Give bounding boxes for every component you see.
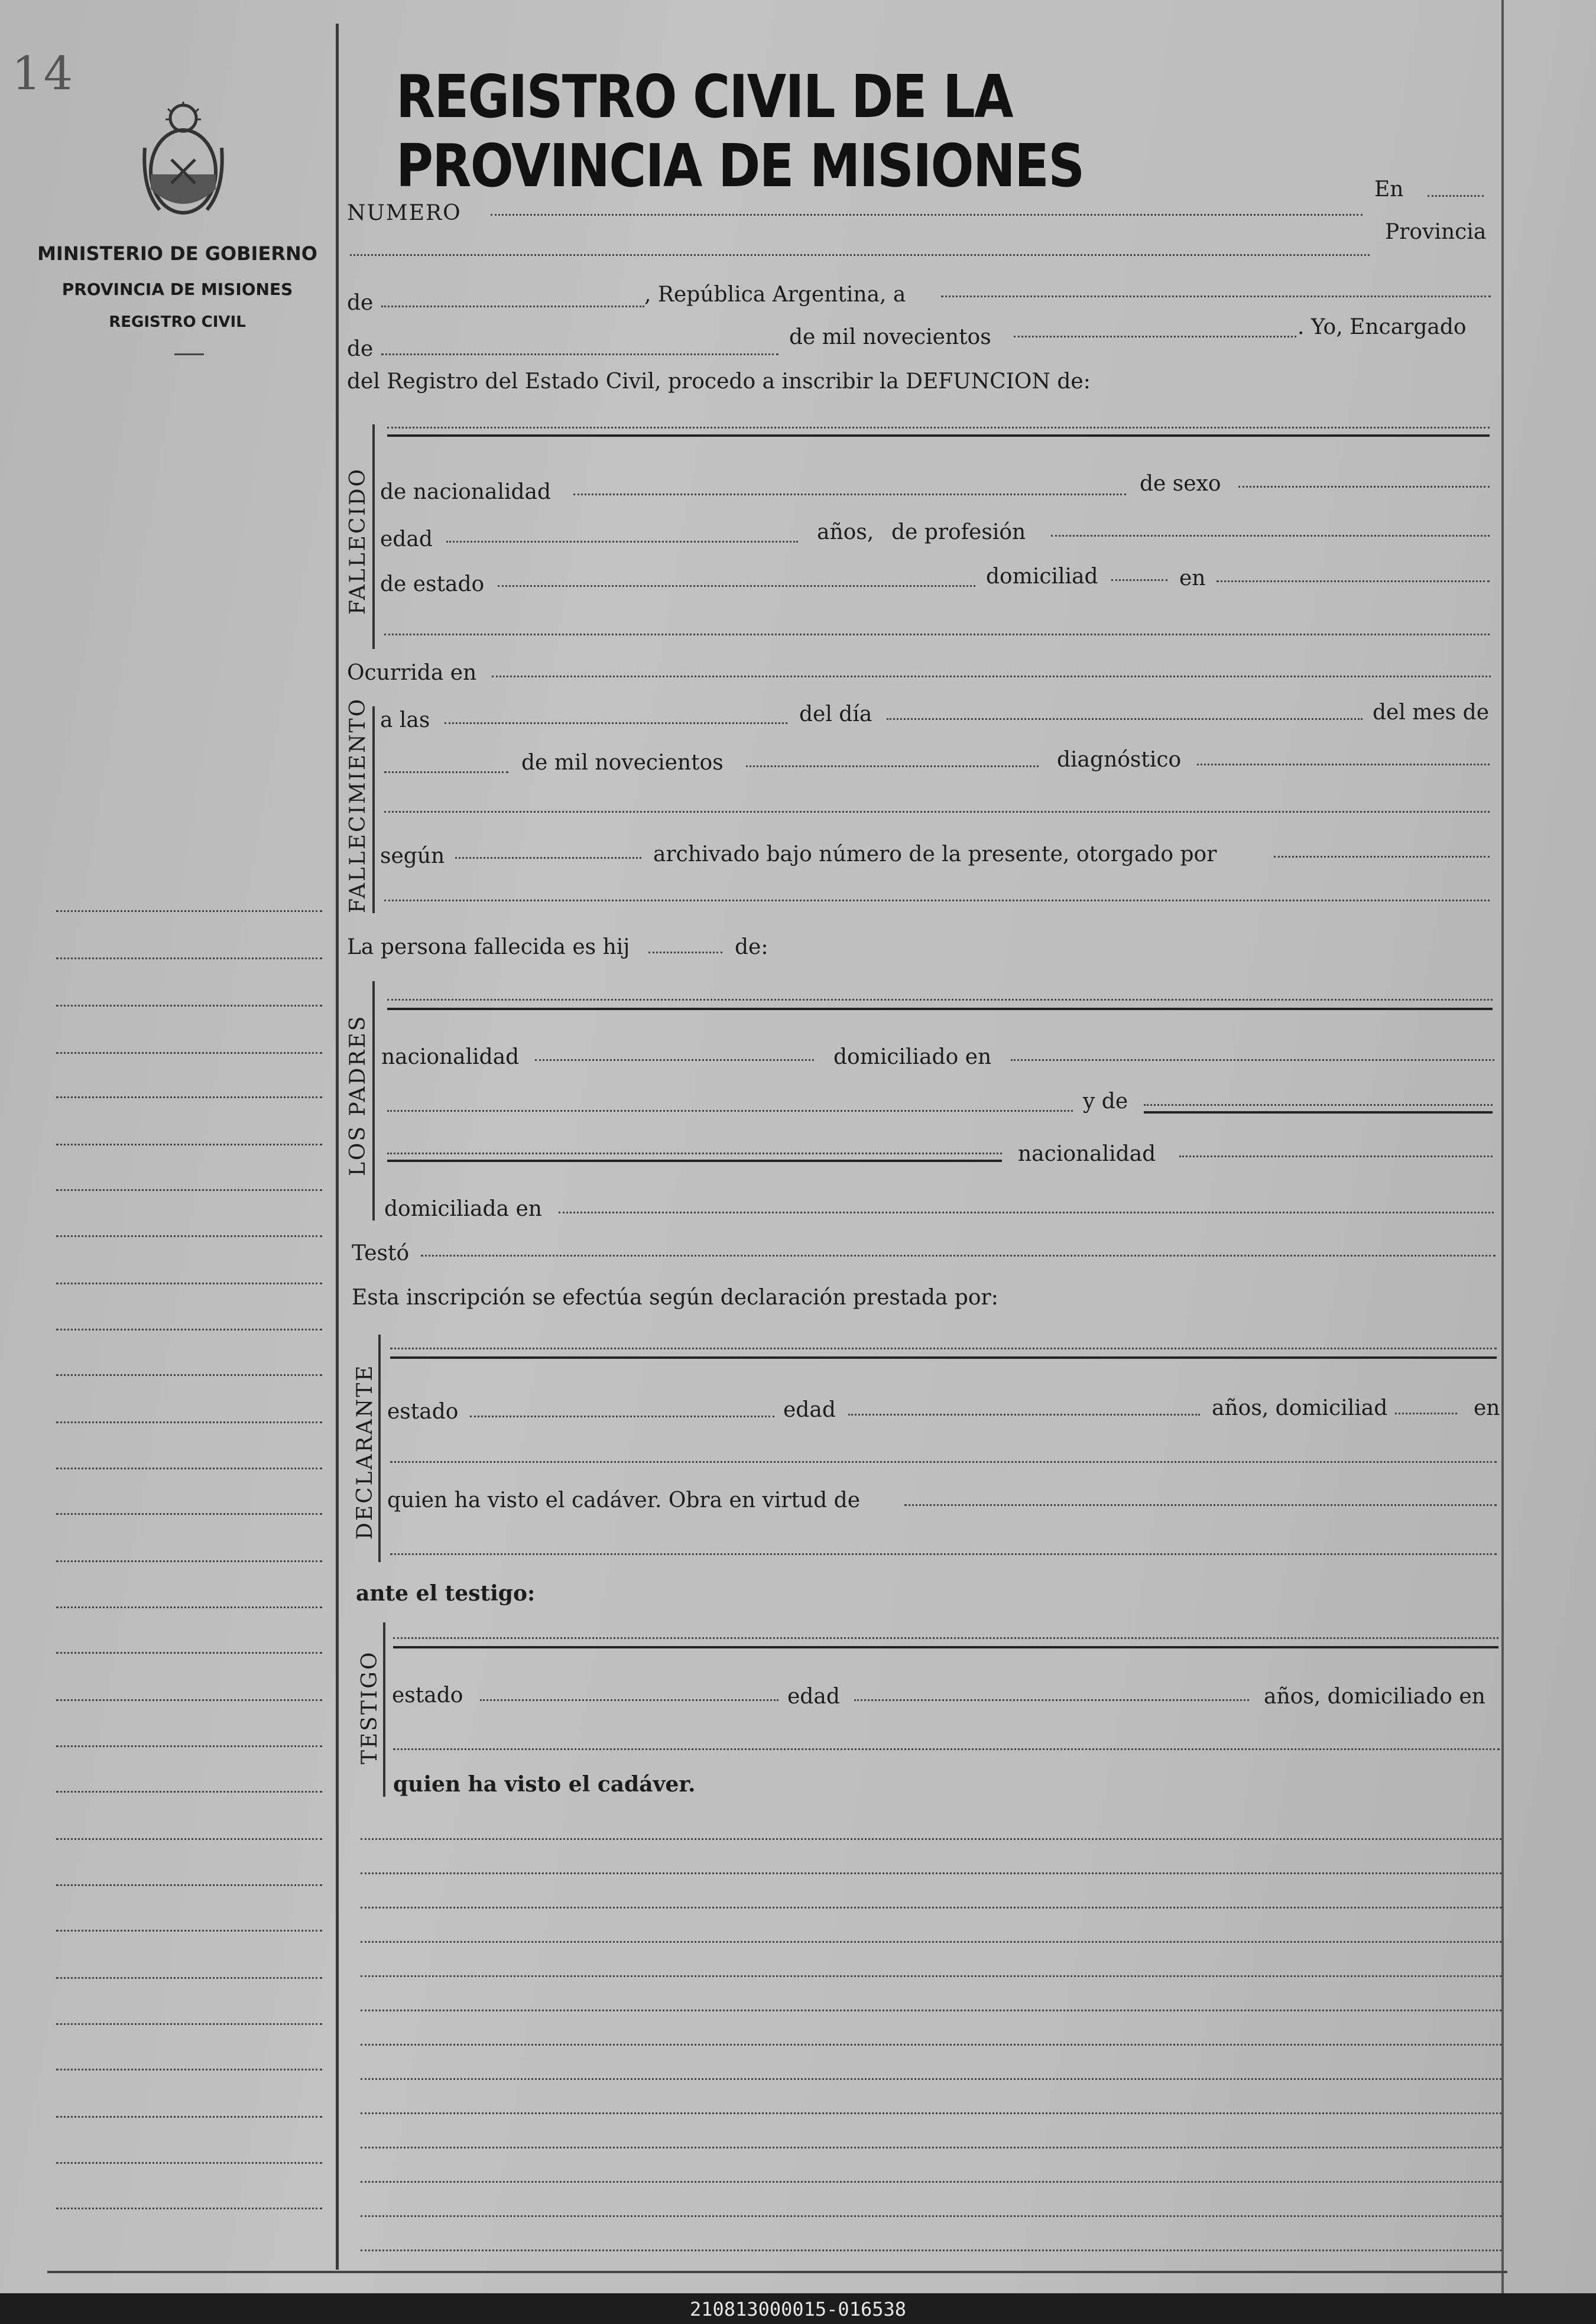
label-estado: estado [387,1400,459,1424]
margin-note-line [56,1096,322,1098]
margin-note-line [56,1329,322,1330]
label-republica: , República Argentina, a [644,283,906,307]
label-a-las: a las [380,708,430,732]
note-line[interactable] [361,1872,1501,1874]
label-testo: Testó [352,1241,410,1265]
section-label-testigo: TESTIGO [358,1650,382,1764]
margin-note-line [56,1652,322,1654]
field-declarante-dotted[interactable] [390,1348,1497,1349]
margin-note-line [56,1005,322,1007]
field-otorgado-line2[interactable] [384,900,1490,901]
label-domiciliado-en: domiciliado en [833,1045,992,1069]
scan-footer [0,2293,1596,2324]
label-sexo: de sexo [1140,472,1221,496]
field-numero[interactable] [491,214,1363,216]
margin-note-line [56,2116,322,2118]
field-diagnostico[interactable] [1197,764,1490,765]
label-ocurrida: Ocurrida en [347,661,477,685]
note-line[interactable] [361,2044,1501,2046]
note-line[interactable] [361,1941,1501,1943]
section-label-fallecido: FALLECIDO [346,467,370,615]
margin-note-line [56,1560,322,1562]
label-del-dia: del día [799,702,872,726]
label-yo-encargado: . Yo, Encargado [1297,315,1467,339]
field-obra-line2[interactable] [390,1553,1497,1555]
coat-of-arms-icon [142,100,225,225]
field-year[interactable] [1014,336,1296,337]
section-bracket [372,981,375,1221]
section-bracket [378,1335,381,1562]
section-bracket [383,1622,385,1797]
field-de[interactable] [381,306,644,307]
field-testigo[interactable] [393,1646,1498,1648]
label-en: En [1374,177,1404,202]
field-numero-line2[interactable] [350,254,1370,256]
margin-note-line [56,1699,322,1701]
label-registro: del Registro del Estado Civil, procedo a inscribir la DEFUNCION de: [347,369,1091,394]
section-bracket [372,706,375,913]
margin-note-line [56,1745,322,1747]
page-title: REGISTRO CIVIL DE LA PROVINCIA DE MISIONES [396,62,1084,200]
label-archivado: archivado bajo número de la presente, otorgado por [653,842,1217,866]
label-domiciliada-en: domiciliada en [384,1197,542,1221]
field-domiciliad-suffix[interactable] [1111,579,1167,581]
label-edad: edad [380,527,433,551]
label-y-de: y de [1083,1089,1128,1114]
note-line[interactable] [361,2250,1501,2251]
margin-note-line [56,1189,322,1191]
label-inscripcion: Esta inscripción se efectúa según declaración prestada por: [352,1286,998,1310]
note-line[interactable] [361,2181,1501,2183]
label-en: en [1179,566,1206,590]
label-mil-novecientos: de mil novecientos [521,751,724,775]
field-ocurrida[interactable] [492,676,1491,677]
label-nacionalidad: de nacionalidad [380,480,552,504]
field-padre[interactable] [387,1008,1493,1010]
margin-note-line [56,2023,322,2025]
margin-note-line [56,1606,322,1608]
margin-note-line [56,1374,322,1376]
label-ante-testigo: ante el testigo: [356,1581,536,1606]
section-bracket [372,424,375,649]
divider [174,353,204,355]
field-declarante[interactable] [390,1356,1497,1359]
margin-note-line [56,2069,322,2070]
field-sexo[interactable] [1238,486,1490,488]
label-estado: estado [392,1683,463,1708]
label-cadaver-testigo: quien ha visto el cadáver. [393,1772,696,1797]
note-line[interactable] [361,1838,1501,1840]
field-year[interactable] [746,765,1039,767]
field-estado-testigo[interactable] [480,1699,778,1701]
field-en[interactable] [1428,195,1484,197]
label-en: en [1474,1396,1500,1420]
field-profesion[interactable] [1051,535,1490,537]
field-a[interactable] [941,296,1491,297]
margin-note-line [56,957,322,959]
margin-note-line [56,1930,322,1932]
margin-note-line [56,1283,322,1284]
field-obra-en-virtud[interactable] [904,1504,1497,1506]
label-de: de [347,291,374,315]
label-profesion: de profesión [891,520,1026,544]
field-diagnostico-line2[interactable] [384,811,1490,813]
label-estado: de estado [380,572,485,596]
field-domicilio-madre[interactable] [559,1212,1494,1213]
margin-note-line [56,1977,322,1979]
note-line[interactable] [361,1975,1501,1977]
margin-note-line [56,1235,322,1237]
margin-note-line [56,2162,322,2164]
margin-note-line [56,1884,322,1886]
field-domicilio-declarante[interactable] [390,1461,1497,1463]
margin-note-line [56,1838,322,1840]
field-nacionalidad-padre[interactable] [535,1059,814,1061]
label-nacionalidad: nacionalidad [381,1045,520,1069]
field-domicilio-line2[interactable] [384,634,1490,635]
margin-note-line [56,1052,322,1054]
label-anos: años, [817,520,874,544]
field-domicilio-testigo[interactable] [393,1748,1500,1750]
margin-note-line [56,910,322,912]
page-edge [1501,0,1504,2293]
field-nacionalidad-madre[interactable] [1179,1155,1493,1157]
margin-note-line [56,2208,322,2209]
ministry-name: MINISTERIO DE GOBIERNO [37,242,317,265]
label-mil-novecientos: de mil novecientos [789,325,991,349]
field-madre-dotted[interactable] [1144,1104,1493,1106]
bottom-border [47,2271,1507,2273]
section-label-padres: LOS PADRES [346,1014,370,1176]
label-diagnostico: diagnóstico [1057,748,1182,772]
field-madre-line2[interactable] [387,1160,1002,1162]
field-hij-suffix[interactable] [648,952,722,953]
note-line[interactable] [361,1907,1501,1908]
province-name: PROVINCIA DE MISIONES [61,280,293,299]
label-domiciliad: domiciliad [986,564,1098,589]
note-line[interactable] [361,2078,1501,2080]
label-numero: NUMERO [347,201,462,225]
note-line[interactable] [361,2010,1501,2011]
label-nacionalidad-madre: nacionalidad [1018,1142,1156,1166]
field-testigo-dotted[interactable] [393,1637,1498,1639]
label-edad: edad [787,1684,840,1709]
section-label-declarante: DECLARANTE [353,1364,377,1540]
field-padre-dotted[interactable] [387,999,1493,1001]
field-segun[interactable] [455,857,641,859]
label-de-2: de [347,337,374,361]
field-domicilio[interactable] [1217,580,1490,582]
field-domicilio-padre-line2[interactable] [387,1110,1073,1112]
field-domiciliad-suffix[interactable] [1395,1413,1457,1414]
office-name: REGISTRO CIVIL [109,313,246,331]
note-line[interactable] [361,2147,1501,2148]
field-testo[interactable] [421,1255,1496,1257]
margin-note-line [56,1144,322,1145]
label-segun: según [380,844,445,868]
margin-note-line [56,1421,322,1423]
label-anos-domiciliado: años, domiciliado en [1264,1684,1485,1709]
field-otorgado-por[interactable] [1274,856,1490,858]
field-nacionalidad[interactable] [573,494,1126,495]
margin-divider [336,24,339,2270]
field-hora[interactable] [445,722,787,724]
field-mes[interactable] [384,771,508,773]
label-edad: edad [783,1398,836,1422]
label-de: de: [735,935,768,959]
label-anos-domiciliad: años, domiciliad [1212,1396,1388,1420]
label-del-mes: del mes de [1373,700,1490,725]
field-madre[interactable] [1144,1111,1493,1114]
margin-note-line [56,1468,322,1469]
note-line[interactable] [361,2215,1501,2217]
field-dia[interactable] [887,718,1363,720]
field-domicilio-padre[interactable] [1011,1059,1494,1061]
field-estado-declarante[interactable] [470,1416,774,1417]
field-name-dotted[interactable] [387,427,1490,429]
field-estado[interactable] [498,585,975,587]
field-edad-testigo[interactable] [854,1699,1249,1701]
field-de-2[interactable] [381,353,778,355]
label-cadaver-declarante: quien ha visto el cadáver. Obra en virtud de [387,1488,861,1512]
field-name[interactable] [387,434,1490,437]
field-edad[interactable] [446,541,798,543]
label-persona-hij: La persona fallecida es hij [347,935,630,959]
field-madre-line2-dotted[interactable] [387,1153,1002,1154]
margin-note-line [56,1513,322,1515]
margin-note-line [56,1791,322,1793]
page-number: 14 [12,47,76,100]
label-provincia: Provincia [1385,220,1487,244]
scan-id: 210813000015-016538 [689,2298,907,2320]
section-label-fallecimiento: FALLECIMIENTO [346,697,370,913]
field-edad-declarante[interactable] [848,1414,1200,1416]
note-line[interactable] [361,2112,1501,2114]
